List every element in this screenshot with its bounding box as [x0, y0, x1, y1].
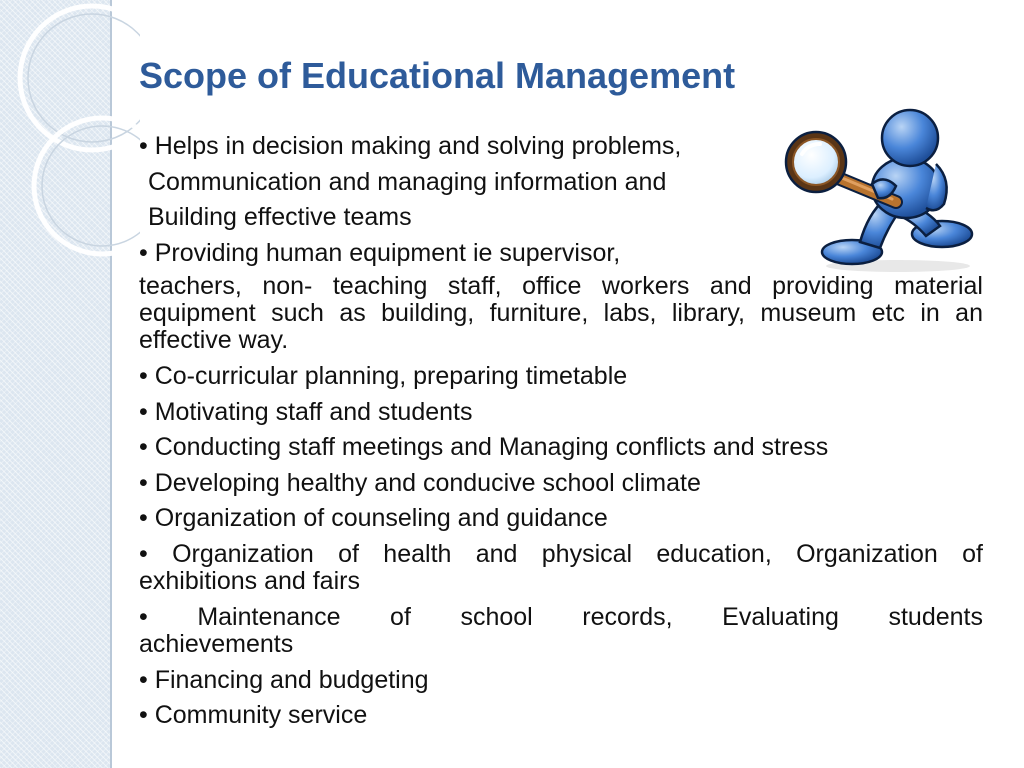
bullet-staff-meetings: • Conducting staff meetings and Managing conflicts and stress: [139, 433, 829, 461]
decorative-circles: [0, 0, 140, 320]
records-word: students: [888, 602, 983, 631]
records-word: •: [139, 602, 148, 631]
bullet-human-equipment: • Providing human equipment ie supervisor,: [139, 238, 621, 267]
line-building-teams: Building effective teams: [148, 203, 412, 231]
bullet-financing: • Financing and budgeting: [139, 665, 429, 694]
line-communication: Communication and managing information and: [148, 167, 667, 196]
slide-title: Scope of Educational Management: [139, 55, 736, 96]
records-line-1: [139, 604, 983, 631]
bullet-community-service: • Community service: [139, 701, 368, 729]
records-word: Maintenance: [197, 602, 341, 631]
records-word: records,: [582, 602, 673, 631]
records-word: Evaluating: [722, 602, 839, 631]
health-line-2: exhibitions and fairs: [139, 566, 360, 595]
paragraph-material-equipment: teachers, non- teaching staff, office workers and providing material equipment such as building, furniture, labs, library, museum etc in an effective way.: [139, 272, 983, 354]
records-word: school: [460, 602, 533, 631]
bullet-school-records: [139, 600, 983, 663]
bullet-counseling: • Organization of counseling and guidance: [139, 504, 608, 532]
health-line-1: • Organization of health and physical education, Organization of: [139, 539, 983, 568]
bullet-motivating: • Motivating staff and students: [139, 397, 473, 426]
bullet-decision-making: • Helps in decision making and solving problems,: [139, 132, 682, 160]
bullet-co-curricular: • Co-curricular planning, preparing timetable: [139, 362, 628, 390]
records-word: of: [390, 602, 411, 631]
bullet-health-education: [139, 537, 983, 600]
bullet-school-climate: • Developing healthy and conducive school climate: [139, 468, 701, 497]
slide-content: [139, 129, 983, 734]
records-line-2: achievements: [139, 629, 294, 658]
